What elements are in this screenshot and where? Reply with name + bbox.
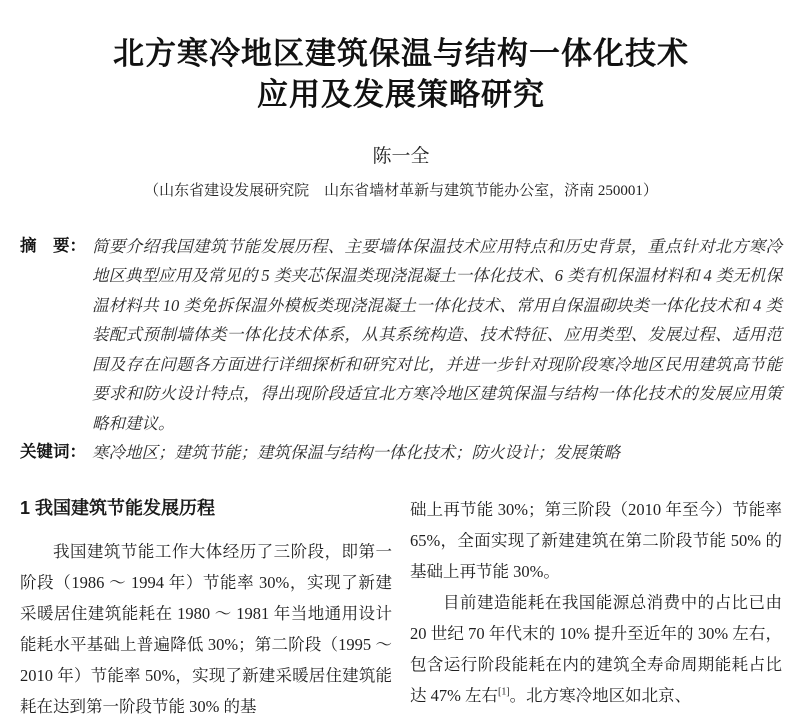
section-1-heading: 1 我国建筑节能发展历程 xyxy=(20,497,216,518)
paper-title-line2: 应用及发展策略研究 xyxy=(257,76,545,112)
abstract-label: 摘 要： xyxy=(20,236,86,255)
keywords-label: 关键词： xyxy=(20,443,86,462)
paragraph-2-text-after-ref: 。北方寒冷地区如北京、 xyxy=(509,685,692,705)
author-name: 陈一全 xyxy=(372,145,430,167)
abstract-text: 简要介绍我国建筑节能发展历程、主要墙体保温技术应用特点和历史背景，重点针对北方寒冷地区典型应用及常见的 5 类夹芯保温类现浇混凝土一体化技术、6 类有机保温材料和 4 类无机保温材料共 10 类免拆保温外模板类现浇混凝土一体化技术、常用自保温砌块类一体化技术和 4 类装配式预制墙体类一体化技术体系，从其系统构造、技术特征、应用类型、发展过程、适用范围及存在问题各方面进行详细探析和研究对比，并进一步针对现阶段寒冷地区民用建筑高节能要求和防火设计特点，得出现阶段适宜北方寒冷地区建筑保温与结构一体化技术的发展应用策略和建议。 xyxy=(92,236,782,433)
reference-marker-1: [1] xyxy=(498,686,510,698)
section-1-paragraph-right-continuation: 础上再节能 30%；第三阶段（2010 年至今）节能率 65%，全面实现了新建建筑在第二阶段节能 50% 的基础上再节能 30%。 xyxy=(410,499,782,581)
paragraph-2-text-before-ref: 目前建造能耗在我国能源总消费中的占比已由 20 世纪 70 年代末的 10% 提升至近年的 30% 左右，包含运行阶段能耗在内的建筑全寿命周期能耗占比达 47% 左右 xyxy=(410,592,782,705)
paper-title-line1: 北方寒冷地区建筑保温与结构一体化技术 xyxy=(113,35,689,71)
section-1-paragraph-2 xyxy=(410,587,782,711)
keywords-text: 寒冷地区；建筑节能；建筑保温与结构一体化技术；防火设计；发展策略 xyxy=(92,443,620,463)
right-column xyxy=(410,494,782,722)
abstract-block xyxy=(20,232,782,439)
paper-title xyxy=(20,33,782,115)
left-column xyxy=(20,494,392,722)
keywords-block xyxy=(20,438,782,468)
author-affiliation: （山东省建设发展研究院 山东省墙材革新与建筑节能办公室，济南 250001） xyxy=(144,182,658,199)
body-columns xyxy=(20,494,782,722)
section-1-paragraph-left: 我国建筑节能工作大体经历了三阶段，即第一阶段（1986 ～ 1994 年）节能率 30%，实现了新建采暖居住建筑能耗在 1980 ～ 1981 年当地通用设计能耗水平基础上普遍降低 30%；第二阶段（1995 ～ 2010 年）节能率 50%，实现了新建采暖居住建筑能耗在达到第一阶段节能 30% 的基 xyxy=(20,541,392,716)
